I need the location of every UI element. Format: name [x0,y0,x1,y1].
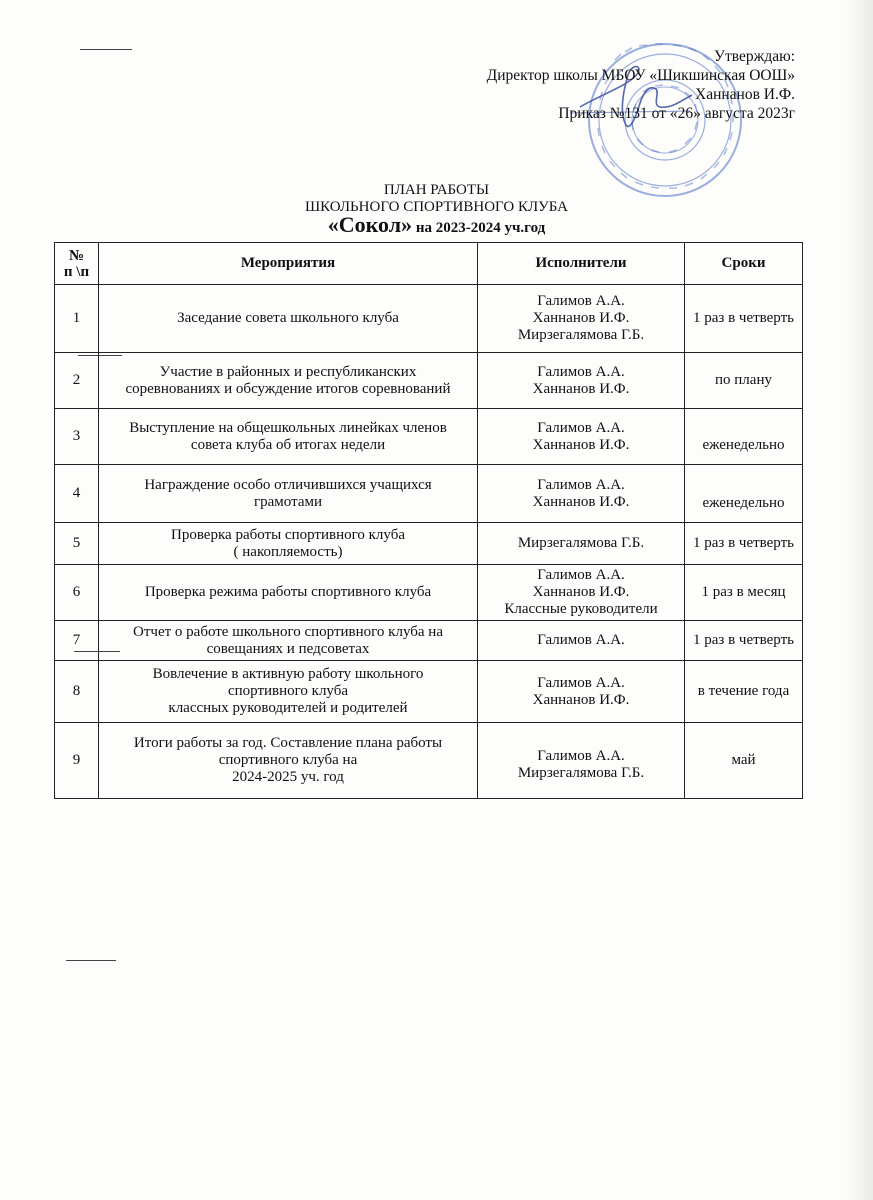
table-row [55,661,803,723]
header-events: Мероприятия [99,243,478,285]
row-event: Выступление на общешкольных линейках членов совета клуба об итогах недели [99,409,478,465]
row-event: Вовлечение в активную работу школьного спортивного клуба классных руководителей и родителей [99,661,478,723]
row-number: 5 [55,523,99,565]
scan-dash [66,960,116,961]
row-executors: Галимов А.А. Ханнанов И.Ф. [478,409,685,465]
row-event: Отчет о работе школьного спортивного клуба на совещаниях и педсоветах [99,621,478,661]
table-header-row [55,243,803,285]
row-executors: Мирзегалямова Г.Б. [478,523,685,565]
row-number: 3 [55,409,99,465]
row-number: 2 [55,353,99,409]
row-terms: в течение года [685,661,803,723]
row-executors: Галимов А.А. Ханнанов И.Ф. [478,661,685,723]
table-row [55,723,803,799]
row-event: Заседание совета школьного клуба [99,285,478,353]
row-terms: по плану [685,353,803,409]
club-name: «Сокол» [327,212,413,237]
row-number: 7 [55,621,99,661]
row-executors: Галимов А.А. Ханнанов И.Ф. Классные руководители [478,565,685,621]
table-row [55,565,803,621]
approval-director-line: Директор школы МБОУ «Шикшинская ООШ» [486,67,795,84]
table-row [55,523,803,565]
table-row [55,353,803,409]
approval-director-name: Ханнанов И.Ф. [695,86,795,103]
row-terms: еженедельно [685,409,803,465]
row-number: 9 [55,723,99,799]
row-event: Участие в районных и республиканских соревнованиях и обсуждение итогов соревнований [99,353,478,409]
title-line-3 [0,212,873,237]
approval-heading: Утверждаю: [714,48,795,65]
table-row [55,621,803,661]
row-executors: Галимов А.А. [478,621,685,661]
scan-dash [80,49,132,50]
row-terms: 1 раз в четверть [685,285,803,353]
row-number: 1 [55,285,99,353]
row-terms: май [685,723,803,799]
table-row [55,409,803,465]
header-terms: Сроки [685,243,803,285]
row-event: Награждение особо отличившихся учащихся грамотами [99,465,478,523]
row-number: 6 [55,565,99,621]
row-terms: 1 раз в четверть [685,621,803,661]
document-title [0,182,873,237]
row-executors: Галимов А.А. Ханнанов И.Ф. Мирзегалямова Г.Б. [478,285,685,353]
row-executors: Галимов А.А. Ханнанов И.Ф. [478,465,685,523]
row-event: Итоги работы за год. Составление плана работы спортивного клуба на 2024-2025 уч. год [99,723,478,799]
row-event: Проверка режима работы спортивного клуба [99,565,478,621]
header-number: № п \п [55,243,99,285]
row-terms: 1 раз в месяц [685,565,803,621]
academic-year: на 2023-2024 уч.год [415,220,546,236]
row-executors: Галимов А.А. Ханнанов И.Ф. [478,353,685,409]
work-plan-table [54,242,803,799]
title-line-1: ПЛАН РАБОТЫ [383,182,490,198]
approval-order: Приказ №131 от «26» августа 2023г [558,105,795,122]
title-line-2: ШКОЛЬНОГО СПОРТИВНОГО КЛУБА [305,199,568,215]
row-number: 8 [55,661,99,723]
header-executors: Исполнители [478,243,685,285]
table-row [55,285,803,353]
table-row [55,465,803,523]
row-executors: Галимов А.А. Мирзегалямова Г.Б. [478,723,685,799]
approval-block [487,47,795,123]
row-terms: еженедельно [685,465,803,523]
row-terms: 1 раз в четверть [685,523,803,565]
row-number: 4 [55,465,99,523]
scan-edge-shadow [845,0,873,1200]
row-event: Проверка работы спортивного клуба ( накопляемость) [99,523,478,565]
